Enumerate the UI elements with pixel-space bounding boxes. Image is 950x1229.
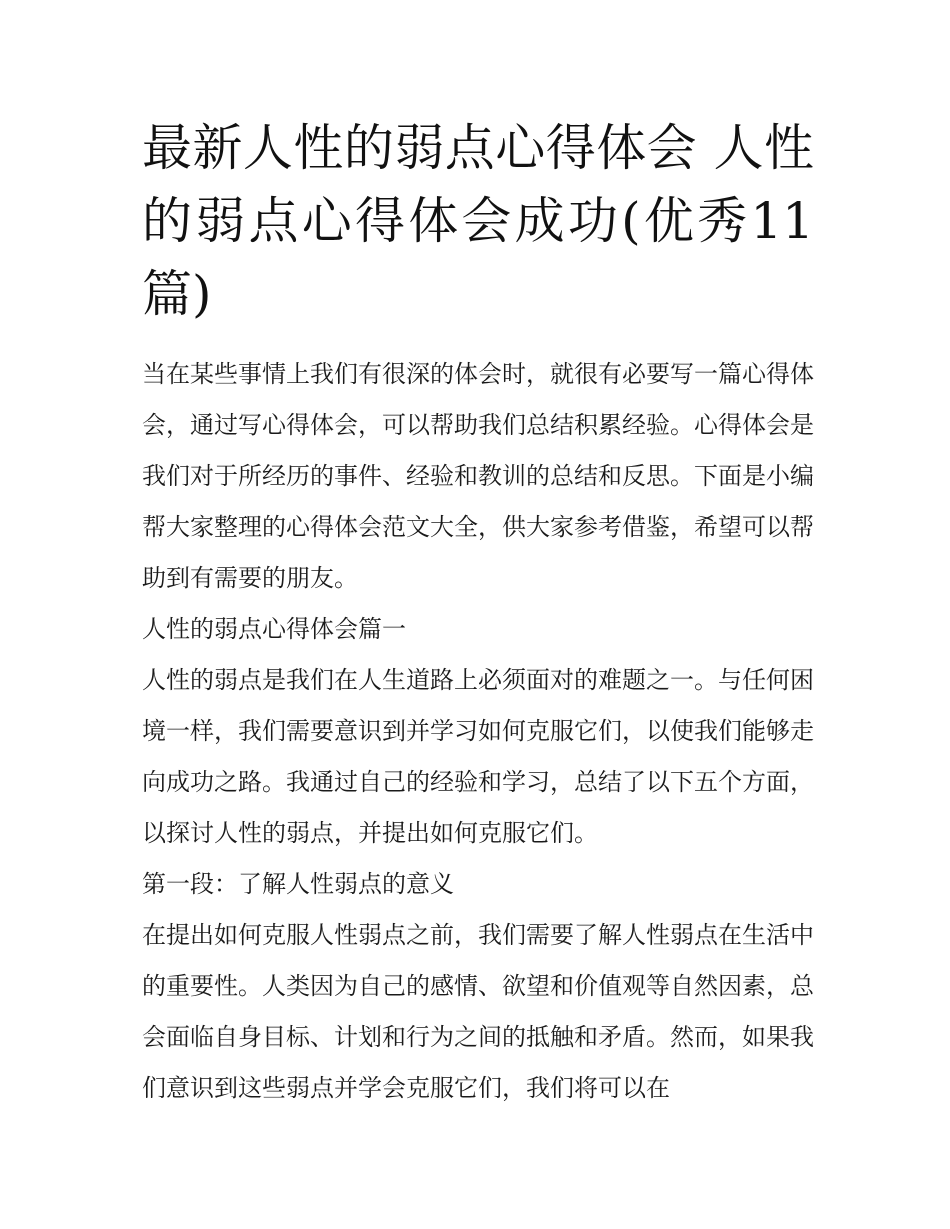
subsection-heading: 第一段：了解人性弱点的意义 <box>142 870 454 898</box>
section-paragraph: 人性的弱点是我们在人生道路上必须面对的难题之一。与任何困境一样，我们需要意识到并学习如何克服它们，以使我们能够走向成功之路。我通过自己的经验和学习，总结了以下五个方面，以探讨人性的弱点，并提出如何克服它们。 <box>142 666 814 847</box>
document-title: 最新人性的弱点心得体会 人性的弱点心得体会成功(优秀11篇) <box>142 119 814 323</box>
intro-paragraph: 当在某些事情上我们有很深的体会时，就很有必要写一篇心得体会，通过写心得体会，可以帮助我们总结积累经验。心得体会是我们对于所经历的事件、经验和教训的总结和反思。下面是小编帮大家整理的心得体会范文大全，供大家参考借鉴，希望可以帮助到有需要的朋友。 <box>142 360 814 592</box>
subsection-paragraph: 在提出如何克服人性弱点之前，我们需要了解人性弱点在生活中的重要性。人类因为自己的感情、欲望和价值观等自然因素，总会面临自身目标、计划和行为之间的抵触和矛盾。然而，如果我们意识到这些弱点并学会克服它们，我们将可以在 <box>142 921 814 1102</box>
section-heading: 人性的弱点心得体会篇一 <box>142 615 406 643</box>
document-body <box>142 112 814 1114</box>
